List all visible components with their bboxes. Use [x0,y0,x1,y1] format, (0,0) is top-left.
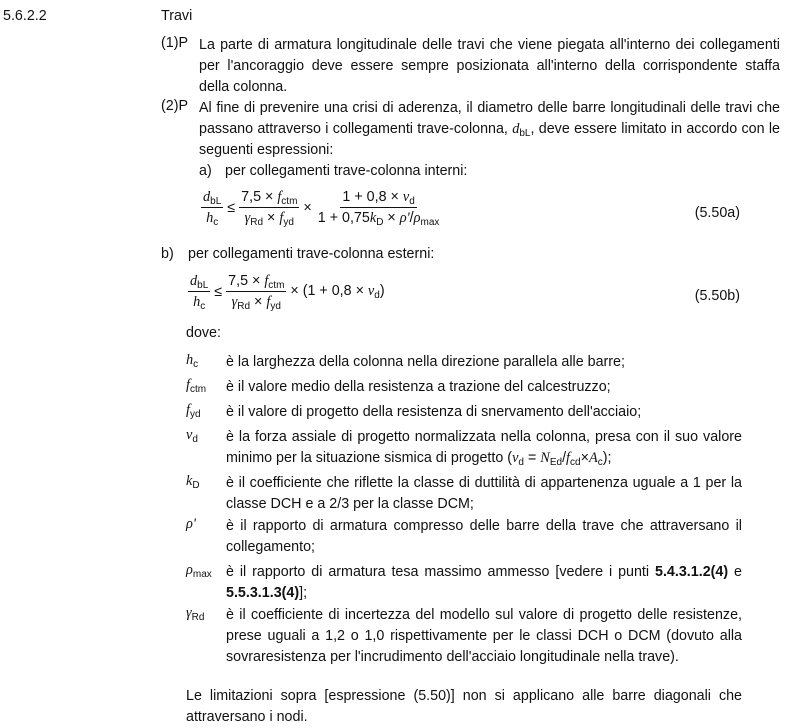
definition-fyd: è il valore di progetto della resistenza di snervamento dell'acciaio; [226,404,642,420]
definition-hc: è la larghezza della colonna nella direzione parallela alle barre; [226,354,625,370]
equation-number-5-50a: (5.50a) [694,205,740,221]
equation-number-5-50b: (5.50b) [694,288,740,304]
fraction-dbl-hc: $\frac{d_{bL}}{h_c}$ [203,189,222,228]
paragraph-1-label: (1)P [161,35,189,51]
symbol-rho: ρ' [186,516,196,532]
case-a-label: a) [199,163,212,179]
paragraph-2-text: Al fine di prevenire una crisi di aderenza, il diametro delle barre longitudinali delle travi che passano attraverso i collegamenti trave-colonna, $d_{bL}$, deve essere limitato in accordo con le seguenti espressioni: [199,100,780,158]
definition-kd: è il coefficiente che riflette la classe di duttilità di appartenenza uguale a 1 per la classe DCH e a 2/3 per la classe DCM; [226,475,742,512]
section-number: 5.6.2.2 [3,8,47,24]
section-title: Travi [161,8,193,24]
paragraph-1-text: La parte di armatura longitudinale delle travi che viene piegata all'interno dei collegamenti per l'ancoraggio deve essere sempre posizionata all'interno della corrispondente staffa della colonna. [199,37,780,95]
fraction-dbl-hc-b: $\frac{d_{bL}}{h_c}$ [190,273,209,312]
formula-5-50a: $\frac{d_{bL}}{h_c}$ ≤ $\frac{7,5 \times f_{ctm}}{\gamma_{Rd} \times f_{yd}}$ × $\frac{1 + 0,8 \times \nu_d}{1 + 0,75k_D \times \rho'/\rho_{max}}$ [203,189,440,228]
formula-5-50b: $\frac{d_{bL}}{h_c}$ ≤ $\frac{7,5 \times f_{ctm}}{\gamma_{Rd} \times f_{yd}}$ × $(1 + 0,8 \times \nu_d)$ [190,273,385,312]
definition-rhomax: è il rapporto di armatura tesa massimo ammesso [vedere i punti 5.4.3.1.2(4) e 5.5.3.1.3(4)]; [226,564,742,601]
definition-nud: è la forza assiale di progetto normalizzata nella colonna, presa con il suo valore minimo per la situazione sismica di progetto $(\nu_d = N_{Ed}/f_{cd}\times A_c)$; [226,429,742,468]
symbol-fctm: $f_{ctm}$ [186,377,207,395]
definition-rho: è il rapporto di armatura compresso delle barre della trave che attraversano il collegamento; [226,518,742,555]
symbol-rhomax: $\rho_{max}$ [186,562,212,580]
symbol-hc: $h_c$ [186,352,199,370]
definition-fctm: è il valore medio della resistenza a trazione del calcestruzzo; [226,379,611,395]
case-a-text: per collegamenti trave-colonna interni: [225,163,468,179]
where-label: dove: [186,325,221,341]
symbol-nud: $\nu_d$ [186,427,198,445]
symbol-fyd: $f_{yd}$ [186,402,201,420]
symbol-dbl: d [512,121,520,137]
reference-5-4-3-1-2: 5.4.3.1.2(4) [655,564,729,580]
fraction-fctm: $\frac{7,5 \times f_{ctm}}{\gamma_{Rd} \times f_{yd}}$ [241,189,298,228]
reference-5-5-3-1-3: 5.5.3.1.3(4) [226,585,300,601]
fraction-nud: $\frac{1 + 0,8 \times \nu_d}{1 + 0,75k_D \times \rho'/\rho_{max}}$ [317,189,440,228]
fraction-fctm-b: $\frac{7,5 \times f_{ctm}}{\gamma_{Rd} \times f_{yd}}$ [228,273,285,312]
closing-paragraph: Le limitazioni sopra [espressione (5.50)] non si applicano alle barre diagonali che attraversano i nodi. [186,688,742,725]
case-b-text: per collegamenti trave-colonna esterni: [188,246,435,262]
paragraph-2-label: (2)P [161,98,189,114]
symbol-kd: $k_D$ [186,473,200,491]
symbol-gammard: $\gamma_{Rd}$ [186,605,205,623]
definition-gammard: è il coefficiente di incertezza del modello sul valore di progetto delle resistenze, prese uguali a 1,2 o 1,0 rispettivamente per le classi DCH o DCM (dovuto alla sovraresistenza per l'incrudimento dell'acciaio longitudinale nella trave). [226,607,742,665]
case-b-label: b) [161,246,174,262]
